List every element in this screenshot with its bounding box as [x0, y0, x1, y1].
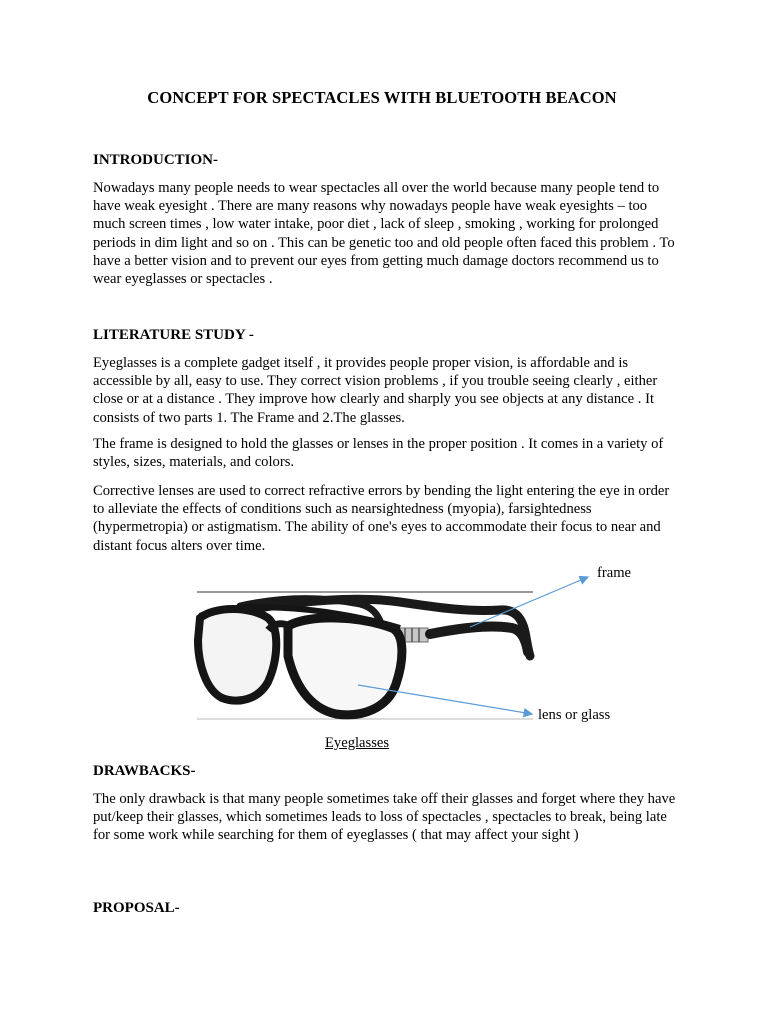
proposal-heading: PROPOSAL-: [93, 900, 180, 916]
literature-heading: LITERATURE STUDY -: [93, 327, 254, 343]
literature-paragraph-3: Corrective lenses are used to correct refractive errors by bending the light entering the eye in order to alleviate the effects of conditions such as nearsightedness (myopia), farsightedness (hypermetropia) or astigmatism. The ability of one's eyes to accommodate their focus to near and distant focus alters over time.: [93, 483, 670, 554]
eyeglasses-image: [198, 599, 530, 715]
lens-label: lens or glass: [538, 707, 611, 723]
frame-label: frame: [597, 565, 632, 581]
figure-caption: Eyeglasses: [325, 735, 390, 751]
document-title: CONCEPT FOR SPECTACLES WITH BLUETOOTH BEACON: [147, 88, 617, 107]
lens-arrow: [358, 685, 532, 714]
introduction-heading: INTRODUCTION-: [93, 152, 219, 168]
drawbacks-heading: DRAWBACKS-: [93, 763, 196, 779]
introduction-text: Nowadays many people needs to wear spectacles all over the world because many people tend to have weak eyesight . There are many reasons why nowadays people have weak eyesights – too much screen times , low water intake, poor diet , lack of sleep , smoking , working for prolonged periods in dim light and so on . This can be genetic too and old people often faced this problem . To have a better vision and to prevent our eyes from getting much damage doctors recommend us to wear eyeglasses or spectacles .: [93, 180, 675, 288]
drawbacks-text: The only drawback is that many people sometimes take off their glasses and forget where they have put/keep their glasses, which sometimes leads to loss of spectacles , spectacles to break, being late for some work while searching for them of eyeglasses ( that may affect your sight ): [93, 791, 676, 844]
frame-arrow: [470, 577, 588, 627]
literature-paragraph-2: The frame is designed to hold the glasses or lenses in the proper position . It comes in a variety of styles, sizes, materials, and colors.: [93, 436, 664, 471]
literature-paragraph-1: Eyeglasses is a complete gadget itself , it provides people proper vision, is affordable and is accessible by all, easy to use. They correct vision problems , if you trouble seeing clearly , either close or at a distance . They improve how clearly and sharply you see objects at any distance . It consists of two parts 1. The Frame and 2.The glasses.: [93, 355, 658, 426]
